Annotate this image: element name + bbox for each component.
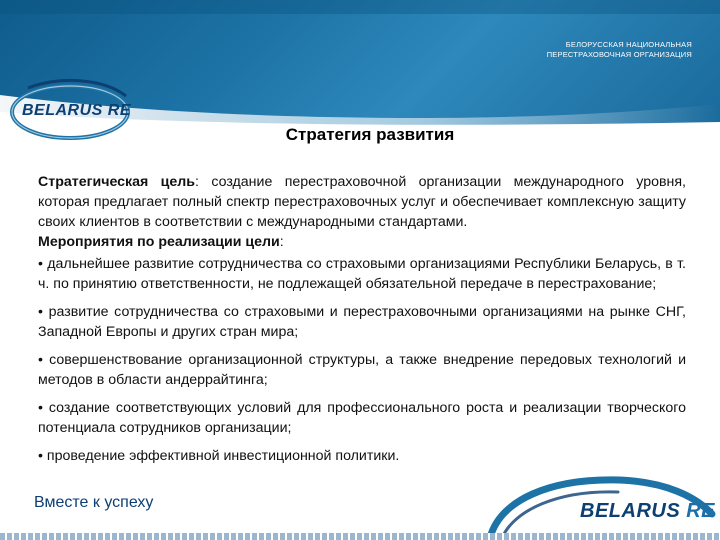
measures-heading bbox=[38, 232, 686, 252]
bottom-logo-word-re: RE bbox=[686, 500, 716, 522]
list-item: • создание соответствующих условий для профессионального роста и реализации творческого потенциала сотрудников организации; bbox=[38, 400, 686, 436]
bottom-logo-word-belarus: BELARUS bbox=[580, 500, 681, 522]
footer-slogan: Вместе к успеху bbox=[34, 494, 154, 511]
content-body bbox=[38, 172, 686, 466]
bottom-decorative-strip bbox=[0, 533, 720, 540]
bottom-logo-text bbox=[580, 500, 715, 523]
bottom-logo bbox=[480, 470, 720, 540]
measures-label: Мероприятия по реализации цели bbox=[38, 234, 280, 250]
goal-label: Стратегическая цель bbox=[38, 174, 196, 190]
top-logo-text: BELARUS RE bbox=[22, 102, 132, 119]
list-item: • проведение эффективной инвестиционной политики. bbox=[38, 448, 400, 464]
list-item: • дальнейшее развитие сотрудничества со страховыми организациями Республики Беларусь, в т. ч. по принятию ответственности, не подлежащей обязательной передаче в перестрахование; bbox=[38, 256, 686, 292]
goal-paragraph bbox=[38, 172, 686, 232]
organization-name-line1: БЕЛОРУССКАЯ НАЦИОНАЛЬНАЯ bbox=[565, 40, 692, 49]
goal-text: : создание перестраховочной организации международного уровня, которая предлагает полный спектр перестраховочных услуг и обеспечивает комплексную защиту своих клиентов в соответствии с международными стандартами. bbox=[38, 174, 686, 230]
header-top-shade bbox=[0, 0, 720, 14]
organization-name-line2: ПЕРЕСТРАХОВОЧНАЯ ОРГАНИЗАЦИЯ bbox=[546, 50, 692, 59]
list-item: • совершенствование организационной структуры, а также внедрение передовых технологий и методов в области андеррайтинга; bbox=[38, 352, 686, 388]
organization-name bbox=[547, 40, 692, 60]
measures-colon: : bbox=[279, 234, 284, 250]
list-item: • развитие сотрудничества со страховыми и перестраховочными организациями на рынке СНГ, Западной Европы и других стран мира; bbox=[38, 304, 686, 340]
page-title: Стратегия развития bbox=[285, 125, 455, 144]
